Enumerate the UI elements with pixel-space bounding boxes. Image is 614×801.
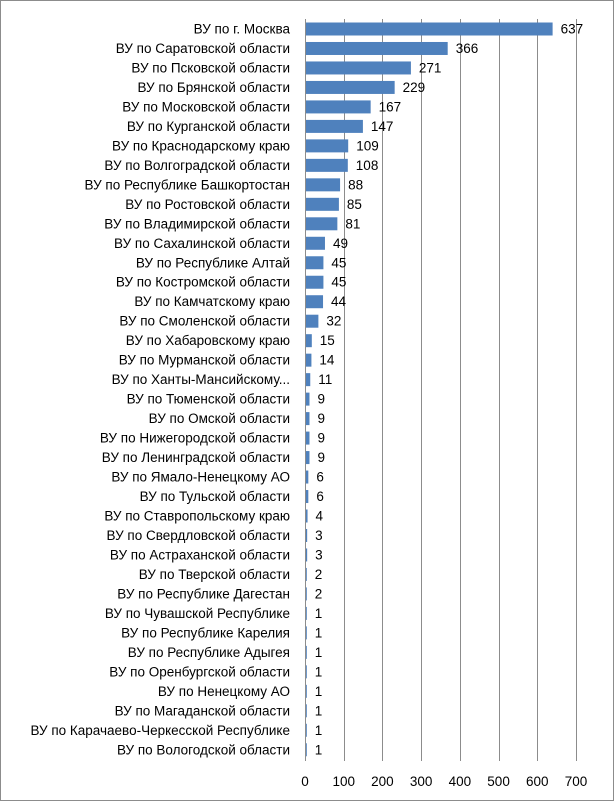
bar [306, 587, 307, 600]
category-label: ВУ по Ненецкому АО [157, 683, 290, 699]
data-label: 32 [326, 313, 342, 329]
x-tick-label: 700 [564, 774, 588, 789]
data-label: 15 [319, 333, 335, 349]
bar [306, 217, 337, 230]
category-label: ВУ по Краснодарскому краю [112, 138, 290, 154]
bar [306, 490, 308, 503]
bar-chart [1, 1, 613, 800]
data-label: 637 [560, 21, 584, 37]
data-label: 1 [314, 605, 323, 621]
bar [306, 354, 311, 367]
bar [306, 607, 307, 620]
category-label: ВУ по Республике Алтай [135, 255, 290, 271]
bar [306, 510, 308, 523]
bar [306, 412, 309, 425]
x-tick-label: 100 [332, 774, 355, 789]
bar [306, 42, 448, 55]
category-label: ВУ по Ставропольскому краю [104, 508, 290, 524]
data-label: 1 [314, 644, 323, 660]
category-label: ВУ по Ростовской области [125, 196, 290, 212]
bar [306, 334, 312, 347]
category-label: ВУ по Ленинградской области [101, 450, 290, 466]
category-label: ВУ по Костромской области [115, 274, 290, 290]
category-label: ВУ по Омской области [148, 411, 290, 427]
category-label: ВУ по Тульской области [139, 489, 290, 505]
bar [306, 451, 309, 464]
category-label: ВУ по Московской области [122, 99, 290, 115]
bar [306, 178, 340, 191]
data-label: 2 [314, 566, 323, 582]
data-label: 1 [314, 625, 323, 641]
bar [306, 471, 308, 484]
category-label: ВУ по Республике Дагестан [117, 586, 290, 602]
data-label: 3 [315, 527, 323, 543]
data-label: 229 [402, 79, 426, 95]
bar [306, 548, 307, 561]
x-tick-label: 300 [409, 774, 433, 789]
x-tick-label: 0 [301, 774, 309, 789]
category-label: ВУ по Карачаево-Черкесской Республике [30, 722, 290, 738]
bar [306, 256, 323, 269]
bar [306, 373, 310, 386]
bar [306, 685, 307, 698]
data-label: 1 [314, 664, 323, 680]
bar [306, 315, 318, 328]
data-label: 4 [315, 508, 324, 524]
data-label: 108 [355, 157, 379, 173]
bar [306, 276, 323, 289]
bar [306, 198, 339, 211]
data-label: 9 [317, 450, 325, 466]
data-label: 271 [418, 60, 442, 76]
bar [306, 568, 307, 581]
data-label: 9 [317, 411, 325, 427]
bar [306, 295, 323, 308]
category-label: ВУ по Нижегородской области [99, 430, 290, 446]
bar [306, 139, 348, 152]
data-label: 49 [332, 235, 349, 251]
category-label: ВУ по Камчатскому краю [134, 294, 290, 310]
data-label: 81 [345, 216, 361, 232]
data-label: 167 [378, 99, 402, 115]
category-label: ВУ по Республике Карелия [121, 625, 290, 641]
data-label: 45 [331, 255, 347, 271]
bar [306, 237, 325, 250]
category-label: ВУ по Мурманской области [118, 352, 290, 368]
category-label: ВУ по Вологодской области [116, 742, 290, 758]
category-label: ВУ по Смоленской области [119, 313, 290, 329]
category-label: ВУ по Псковской области [131, 60, 290, 76]
category-label: ВУ по Республике Адыгея [127, 644, 290, 660]
data-label: 6 [316, 489, 324, 505]
category-label: ВУ по Ханты-Мансийскому... [111, 372, 290, 388]
bar [306, 159, 348, 172]
data-label: 85 [346, 196, 362, 212]
category-label: ВУ по Брянской области [137, 79, 290, 95]
x-tick-label: 400 [448, 774, 472, 789]
data-label: 366 [455, 40, 479, 56]
bar [306, 432, 309, 445]
data-label: 88 [348, 177, 364, 193]
category-label: ВУ по Волгоградской области [104, 157, 290, 173]
bar [306, 81, 395, 94]
category-label: ВУ по Тверской области [138, 566, 290, 582]
data-label: 6 [316, 469, 324, 485]
data-label: 45 [331, 274, 347, 290]
category-label: ВУ по Владимирской области [104, 216, 290, 232]
category-label: ВУ по Республике Башкортостан [84, 177, 290, 193]
category-label: ВУ по Тюменской области [126, 391, 290, 407]
bar [306, 61, 411, 74]
bar [306, 626, 307, 639]
category-label: ВУ по г. Москва [193, 21, 290, 37]
bar [306, 529, 307, 542]
category-label: ВУ по Курганской области [126, 118, 290, 134]
data-label: 147 [370, 118, 394, 134]
data-label: 109 [356, 138, 379, 154]
bar [306, 393, 309, 406]
bar [306, 665, 307, 678]
bar [306, 120, 363, 133]
bar [306, 743, 307, 756]
data-label: 1 [314, 683, 323, 699]
category-label: ВУ по Хабаровскому краю [125, 333, 290, 349]
x-tick-label: 200 [371, 774, 394, 789]
data-label: 14 [319, 352, 335, 368]
category-label: ВУ по Астраханской области [109, 547, 290, 563]
category-label: ВУ по Оренбургской области [109, 664, 290, 680]
data-label: 1 [314, 722, 323, 738]
category-label: ВУ по Саратовской области [115, 40, 290, 56]
data-label: 1 [314, 703, 323, 719]
data-label: 1 [314, 742, 323, 758]
category-label: ВУ по Свердловской области [106, 527, 290, 543]
data-label: 3 [315, 547, 323, 563]
data-label: 2 [314, 586, 323, 602]
bar [306, 23, 553, 36]
category-label: ВУ по Магаданской области [114, 703, 290, 719]
bar [306, 100, 371, 113]
category-label: ВУ по Ямало-Ненецкому АО [111, 469, 290, 485]
x-tick-label: 600 [526, 774, 549, 789]
bar [306, 704, 307, 717]
bar [306, 646, 307, 659]
bar [306, 724, 307, 737]
category-label: ВУ по Чувашской Республике [104, 605, 290, 621]
data-label: 11 [318, 372, 333, 388]
data-label: 44 [331, 294, 347, 310]
category-label: ВУ по Сахалинской области [114, 235, 290, 251]
data-label: 9 [317, 391, 325, 407]
x-tick-label: 500 [487, 774, 510, 789]
data-label: 9 [317, 430, 325, 446]
